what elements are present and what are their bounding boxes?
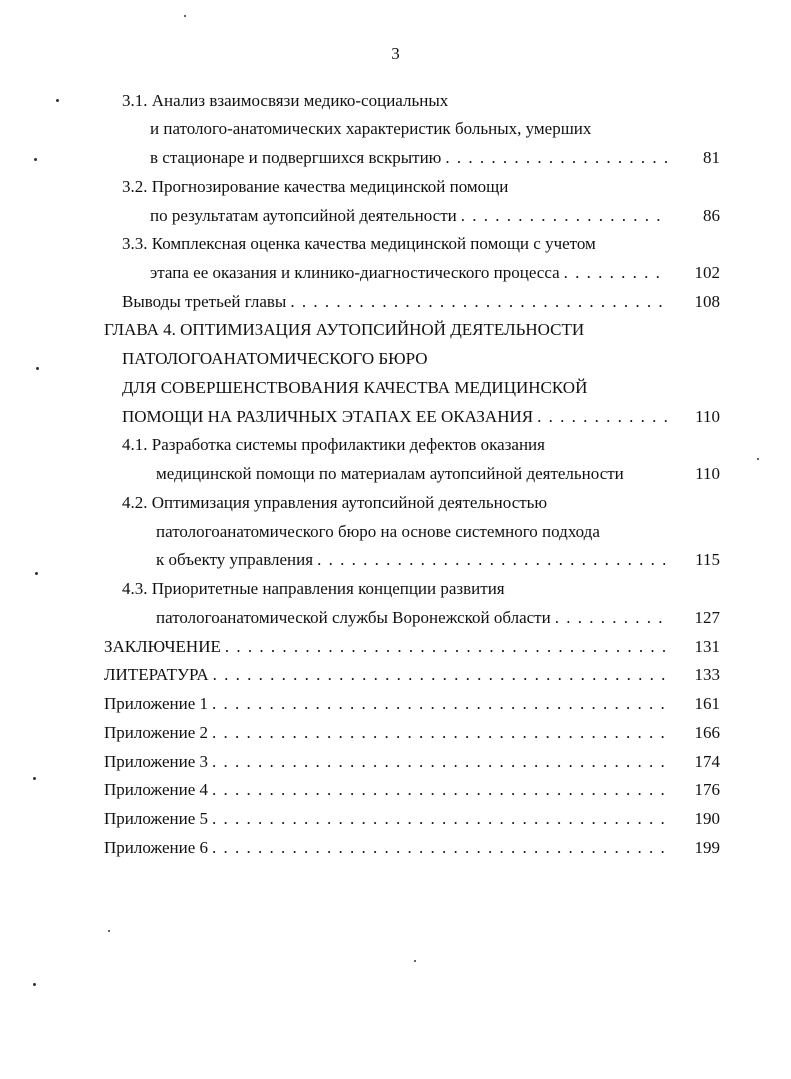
leader-dots bbox=[209, 663, 668, 687]
toc-entry-appendix-6: Приложение 6 . . . bbox=[104, 836, 668, 860]
leader-dots bbox=[551, 606, 668, 630]
toc-entry-3-3-line-1: 3.3. Комплексная оценка качества медицинской помощи с учетом bbox=[122, 234, 596, 253]
toc-entry-conclusions-ch3: Выводы третьей главы . . . bbox=[122, 290, 668, 314]
toc-page-4-3: 127 bbox=[694, 608, 720, 627]
leader-dots bbox=[208, 721, 668, 745]
toc-entry-4-3-line-2: патологоанатомической службы Воронежской области . . . bbox=[156, 606, 668, 630]
toc-entry-3-2-line-2: по результатам аутопсийной деятельности . . . bbox=[150, 204, 668, 228]
toc-entry-appendix-5: Приложение 5 . . . bbox=[104, 807, 668, 831]
scan-speck bbox=[414, 960, 416, 962]
toc-page-appendix-3: 174 bbox=[694, 752, 720, 771]
toc-entry-4-3-line-1: 4.3. Приоритетные направления концепции развития bbox=[122, 579, 505, 598]
toc-entry-3-1-line-2: и патолого-анатомических характеристик больных, умерших bbox=[150, 119, 592, 138]
toc-page-4-2: 115 bbox=[695, 550, 720, 569]
leader-dots bbox=[208, 807, 668, 831]
toc-entry-3-1-line-1: 3.1. Анализ взаимосвязи медико-социальных bbox=[122, 91, 449, 110]
leader-dots bbox=[221, 635, 668, 659]
leader-dots bbox=[208, 778, 668, 802]
toc-entry-appendix-3: Приложение 3 . . . bbox=[104, 750, 668, 774]
leader-dots bbox=[560, 261, 668, 285]
toc-entry-3-2-line-1: 3.2. Прогнозирование качества медицинской помощи bbox=[122, 177, 509, 196]
scan-speck bbox=[33, 777, 36, 780]
scan-speck bbox=[108, 930, 110, 932]
scan-speck bbox=[33, 983, 36, 986]
leader-dots bbox=[457, 204, 668, 228]
toc-entry-appendix-2: Приложение 2 . . . bbox=[104, 721, 668, 745]
toc-chapter-4-line-4: ПОМОЩИ НА РАЗЛИЧНЫХ ЭТАПАХ ЕЕ ОКАЗАНИЯ . . . bbox=[122, 405, 668, 429]
toc-page-appendix-6: 199 bbox=[694, 838, 720, 857]
toc-entry-4-1-line-1: 4.1. Разработка системы профилактики дефектов оказания bbox=[122, 435, 545, 454]
toc-page-conclusion: 131 bbox=[694, 637, 720, 656]
toc-entry-3-3-line-2: этапа ее оказания и клинико-диагностического процесса . . . bbox=[150, 261, 668, 285]
toc-chapter-4-line-3: ДЛЯ СОВЕРШЕНСТВОВАНИЯ КАЧЕСТВА МЕДИЦИНСКОЙ bbox=[122, 378, 588, 397]
leader-dots bbox=[208, 836, 668, 860]
toc-entry-4-2-line-1: 4.2. Оптимизация управления аутопсийной деятельностью bbox=[122, 493, 548, 512]
toc-chapter-4-line-1: ГЛАВА 4. ОПТИМИЗАЦИЯ АУТОПСИЙНОЙ ДЕЯТЕЛЬНОСТИ bbox=[104, 320, 585, 339]
leader-dots bbox=[286, 290, 668, 314]
toc-page-conclusions-ch3: 108 bbox=[694, 292, 720, 311]
toc-page-literature: 133 bbox=[694, 665, 720, 684]
toc-page-4-1: 110 bbox=[695, 464, 720, 483]
leader-dots bbox=[208, 692, 668, 716]
toc-entry-4-2-line-3: к объекту управления . . . bbox=[156, 548, 668, 572]
leader-dots bbox=[533, 405, 668, 429]
toc-entry-literature: ЛИТЕРАТУРА . . . bbox=[104, 663, 668, 687]
toc-page-appendix-2: 166 bbox=[694, 723, 720, 742]
toc-page-3-1: 81 bbox=[703, 148, 720, 167]
page-number: 3 bbox=[391, 44, 400, 63]
toc-entry-3-1-line-3: в стационаре и подвергшихся вскрытию . . . bbox=[150, 146, 668, 170]
toc-entry-4-1-line-2: медицинской помощи по материалам аутопсийной деятельности bbox=[156, 464, 624, 483]
leader-dots bbox=[441, 146, 668, 170]
toc-page-appendix-4: 176 bbox=[694, 780, 720, 799]
toc-entry-4-2-line-2: патологоанатомического бюро на основе системного подхода bbox=[156, 522, 600, 541]
toc-entry-conclusion: ЗАКЛЮЧЕНИЕ . . . bbox=[104, 635, 668, 659]
toc-page-3-2: 86 bbox=[703, 206, 720, 225]
toc-page-chapter-4: 110 bbox=[695, 407, 720, 426]
scan-speck bbox=[184, 15, 186, 17]
toc-chapter-4-line-2: ПАТОЛОГОАНАТОМИЧЕСКОГО БЮРО bbox=[122, 349, 428, 368]
leader-dots bbox=[208, 750, 668, 774]
toc-page-appendix-5: 190 bbox=[694, 809, 720, 828]
scan-speck bbox=[757, 458, 759, 460]
scan-speck bbox=[36, 367, 39, 370]
scan-speck bbox=[56, 99, 59, 102]
toc-page-3-3: 102 bbox=[694, 263, 720, 282]
scan-speck bbox=[35, 572, 38, 575]
toc-entry-appendix-1: Приложение 1 . . . bbox=[104, 692, 668, 716]
toc-page-appendix-1: 161 bbox=[694, 694, 720, 713]
leader-dots bbox=[313, 548, 668, 572]
scan-speck bbox=[34, 158, 37, 161]
toc-entry-appendix-4: Приложение 4 . . . bbox=[104, 778, 668, 802]
